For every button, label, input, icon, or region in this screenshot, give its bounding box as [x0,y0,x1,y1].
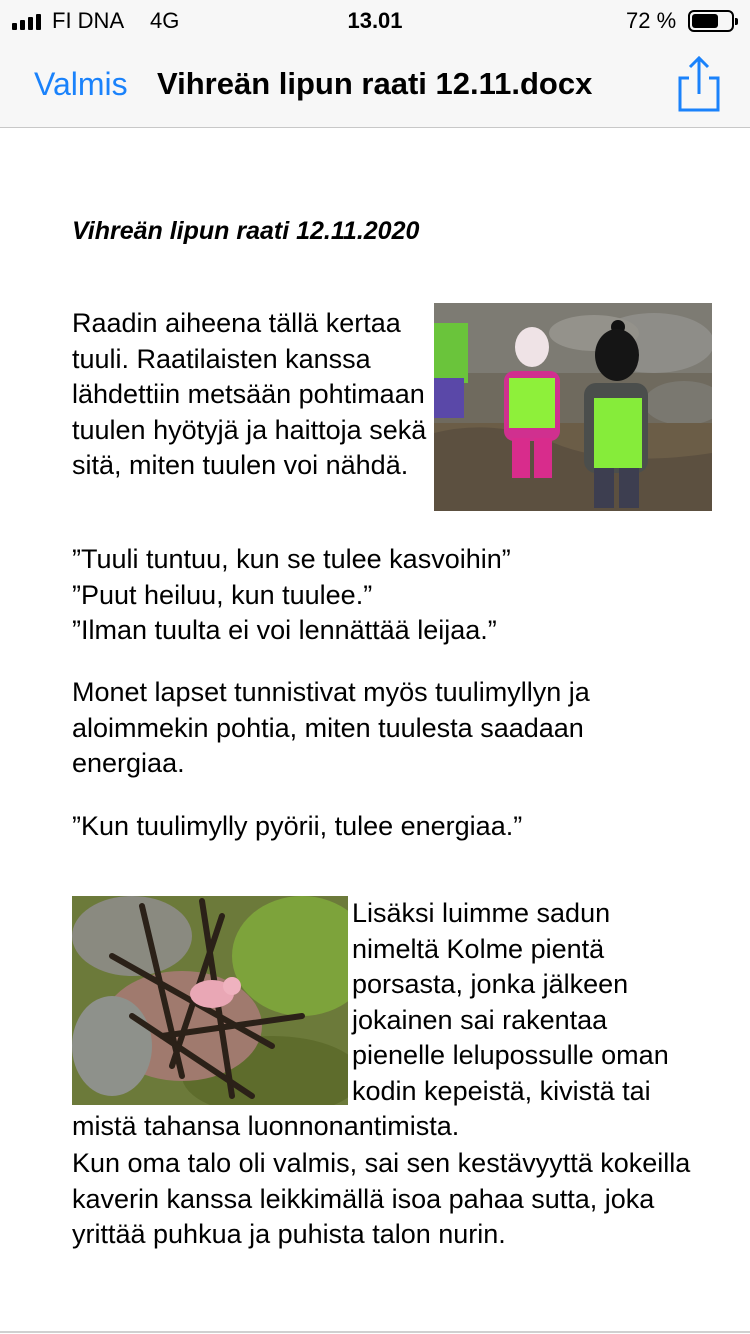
quote-energy: ”Kun tuulimylly pyörii, tulee energiaa.” [72,811,523,841]
status-bar [0,0,750,40]
paragraph-intro: Raadin aiheena tällä kertaa tuuli. Raatilaisten kanssa lähdettiin metsään pohtimaan tuulen hyötyjä ja haittoja sekä sitä, miten tuulen voi nähdä. [72,308,427,480]
quote-line: ”Puut heiluu, kun tuulee.” [72,579,373,610]
document-content[interactable] [0,129,750,1334]
status-time: 13.01 [347,8,403,33]
photo-children-forest [434,303,712,511]
document-heading: Vihreän lipun raati 12.11.2020 [72,217,420,245]
done-button[interactable]: Valmis [34,66,128,102]
carrier-name: FI DNA [52,8,125,33]
battery-percent: 72 % [626,8,677,33]
battery-icon [688,10,734,32]
quote-line: ”Ilman tuulta ei voi lennättää leijaa.” [72,615,497,645]
quote-list [72,542,692,649]
quote-line: ”Tuuli tuntuu, kun se tulee kasvoihin” [72,544,511,574]
paragraph-story-text: Lisäksi luimme sadun nimeltä Kolme pientä porsasta, jonka jälkeen jokainen sai rakentaa pienelle lelupossulle oman kodin kepeistä, kivistä tai mistä tahansa luonnonantimista. [72,898,669,1141]
paragraph-windmill: Monet lapset tunnistivat myös tuulimyllyn ja aloimmekin pohtia, miten tuulesta saadaan energiaa. [72,677,590,778]
share-button[interactable] [674,54,724,112]
paragraph-wolf-game: Kun oma talo oli valmis, sai sen kestävyyttä kokeilla kaverin kanssa leikkimällä isoa pahaa sutta, joka yrittää puhkua ja puhista talon nurin. [72,1148,691,1249]
nav-bar [0,40,750,128]
document-title: Vihreän lipun raati 12.11.docx [157,66,593,101]
share-icon [674,54,724,112]
page-divider [0,1331,750,1333]
network-type: 4G [150,8,180,33]
photo-toy-pig-house [72,896,348,1105]
